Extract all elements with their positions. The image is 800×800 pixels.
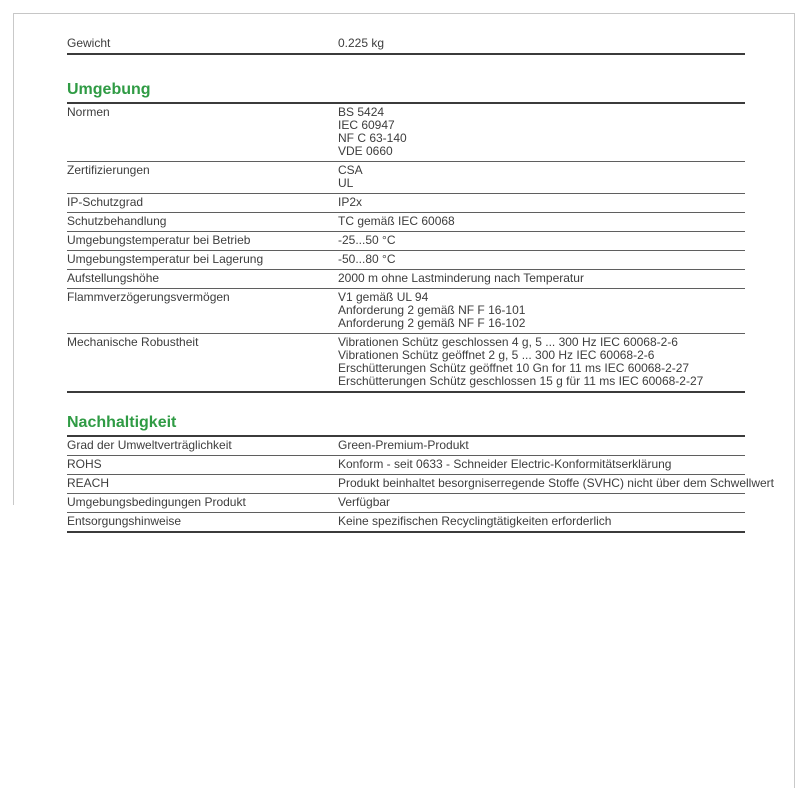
row-value-line: Vibrationen Schütz geschlossen 4 g, 5 ... 300 Hz IEC 60068-2-6: [338, 335, 678, 349]
row-label: Entsorgungshinweise: [67, 514, 182, 528]
row-value: [338, 196, 745, 209]
spec-sheet-content: [67, 14, 775, 533]
row-value: [338, 477, 774, 490]
page-border-left: [13, 13, 14, 505]
table-row: [67, 494, 745, 513]
row-value-line: 0.225 kg: [338, 36, 385, 50]
row-value: [338, 234, 745, 247]
row-value-line: 2000 m ohne Lastminderung nach Temperatur: [338, 271, 584, 285]
row-value-line: Anforderung 2 gemäß NF F 16-101: [338, 303, 526, 317]
row-value-line: TC gemäß IEC 60068: [338, 214, 455, 228]
row-label: ROHS: [67, 457, 102, 471]
spec-table-general: [67, 35, 745, 55]
row-value-line: VDE 0660: [338, 144, 393, 158]
row-value-line: IP2x: [338, 195, 363, 209]
row-value-line: -25...50 °C: [338, 233, 396, 247]
table-row: [67, 334, 745, 393]
row-label: Umgebungsbedingungen Produkt: [67, 495, 246, 509]
table-row: [67, 35, 745, 55]
table-row: [67, 162, 745, 194]
row-label: Normen: [67, 105, 110, 119]
row-value: [338, 272, 745, 285]
table-row: [67, 289, 745, 334]
section-nachhaltigkeit: [67, 414, 775, 533]
row-value-line: Green-Premium-Produkt: [338, 438, 469, 452]
row-value-line: Vibrationen Schütz geöffnet 2 g, 5 ... 300 Hz IEC 60068-2-6: [338, 348, 655, 362]
section-title-umgebung: Umgebung: [67, 81, 745, 104]
row-value: [338, 291, 745, 330]
row-value: [338, 336, 745, 388]
row-value: [338, 496, 745, 509]
section-umgebung: [67, 81, 745, 393]
row-value-line: Produkt beinhaltet besorgniserregende Stoffe (SVHC) nicht über dem Schwellwert: [338, 476, 775, 490]
table-row: [67, 232, 745, 251]
row-value: [338, 37, 745, 50]
row-value-line: Erschütterungen Schütz geöffnet 10 Gn for 11 ms IEC 60068-2-27: [338, 361, 690, 375]
row-label: Umgebungstemperatur bei Lagerung: [67, 252, 264, 266]
table-row: [67, 194, 745, 213]
row-value-line: Anforderung 2 gemäß NF F 16-102: [338, 316, 526, 330]
table-row: [67, 513, 745, 533]
row-value-line: Verfügbar: [338, 495, 391, 509]
row-value: [338, 106, 745, 158]
row-value-line: V1 gemäß UL 94: [338, 290, 429, 304]
row-value: [338, 253, 745, 266]
row-label: Mechanische Robustheit: [67, 335, 199, 349]
page-border-right: [794, 13, 795, 788]
spec-table-umgebung: [67, 104, 745, 393]
row-label: Gewicht: [67, 36, 111, 50]
row-label: Grad der Umweltverträglichkeit: [67, 438, 232, 452]
row-value: [338, 458, 745, 471]
row-label: Schutzbehandlung: [67, 214, 167, 228]
row-value-line: Erschütterungen Schütz geschlossen 15 g für 11 ms IEC 60068-2-27: [338, 374, 704, 388]
table-row: [67, 475, 775, 494]
row-label: Flammverzögerungsvermögen: [67, 290, 230, 304]
row-value: [338, 164, 745, 190]
row-label: REACH: [67, 476, 110, 490]
table-row: [67, 270, 745, 289]
row-value-line: -50...80 °C: [338, 252, 396, 266]
row-label: Aufstellungshöhe: [67, 271, 160, 285]
row-value: [338, 515, 745, 528]
row-value-line: IEC 60947: [338, 118, 395, 132]
table-row: [67, 251, 745, 270]
row-value-line: CSA: [338, 163, 363, 177]
row-value: [338, 439, 745, 452]
table-row: [67, 104, 745, 162]
row-value-line: UL: [338, 176, 354, 190]
row-value-line: Keine spezifischen Recyclingtätigkeiten erforderlich: [338, 514, 612, 528]
row-label: Zertifizierungen: [67, 163, 150, 177]
row-value: [338, 215, 745, 228]
row-value-line: BS 5424: [338, 105, 385, 119]
row-label: IP-Schutzgrad: [67, 195, 144, 209]
row-value-line: Konform - seit 0633 - Schneider Electric-Konformitätserklärung: [338, 457, 672, 471]
row-label: Umgebungstemperatur bei Betrieb: [67, 233, 251, 247]
table-row: [67, 437, 745, 456]
row-value-line: NF C 63-140: [338, 131, 407, 145]
table-row: [67, 456, 745, 475]
table-row: [67, 213, 745, 232]
spec-table-nachhaltigkeit: [67, 437, 775, 533]
section-title-nachhaltigkeit: Nachhaltigkeit: [67, 414, 745, 437]
